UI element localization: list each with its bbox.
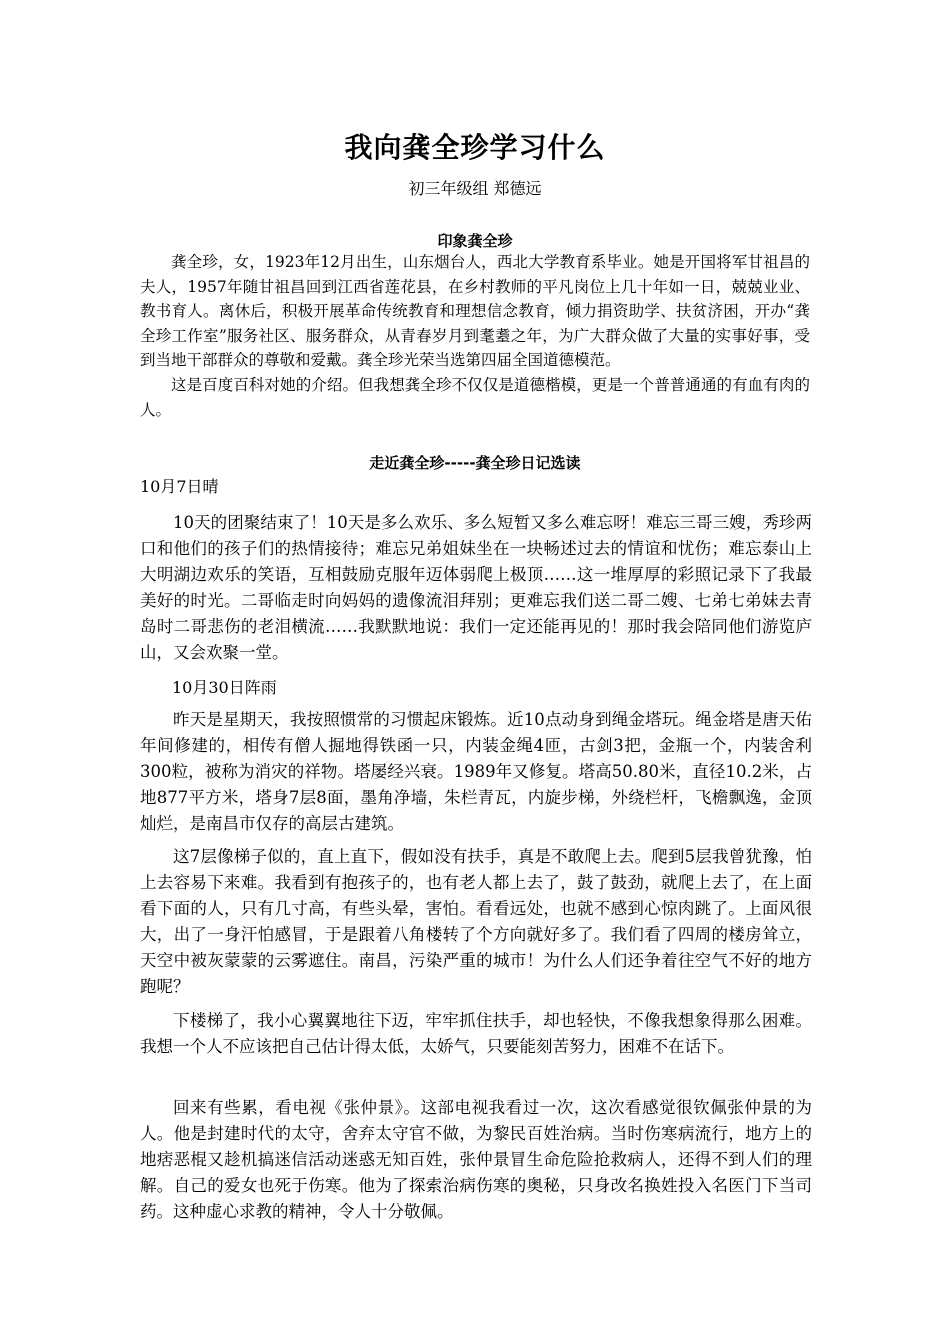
diary-entry-oct30-p1: 昨天是星期天，我按照惯常的习惯起床锻炼。近10点动身到绳金塔玩。绳金塔是唐天佑年间修建的，相传有僧人掘地得铁函一只，内装金绳4匝，古剑3把，金瓶一个，内装舍利300粒，被称为消灾的祥物。塔屡经兴衰。1989年又修复。塔高50.80米，直径10.2米，占地877平方米，塔身7层8面，墨角净墙，朱栏青瓦，内旋步梯，外绕栏杆，飞檐飘逸，金顶灿烂，是南昌市仅存的高层古建筑。 <box>140 710 812 833</box>
section-heading-diary: 走近龚全珍-----龚全珍日记选读 <box>369 454 581 472</box>
diary-entry-oct30-p2: 这7层像梯子似的，直上直下，假如没有扶手，真是不敢爬上去。爬到5层我曾犹豫，怕上去容易下来难。我看到有抱孩子的，也有老人都上去了，鼓了鼓劲，就爬上去了，在上面看下面的人，只有几寸高，有些头晕，害怕。看看远处，也就不感到心惊肉跳了。上面风很大，出了一身汗怕感冒，于是跟着八角楼转了个方向就好多了。我们看了四周的楼房耸立，天空中被灰蒙蒙的云雾遮住。南昌，污染严重的城市！为什么人们还争着往空气不好的地方跑呢？ <box>140 847 812 996</box>
section-heading-impression: 印象龚全珍 <box>437 232 513 250</box>
diary-entry-oct7: 10天的团聚结束了！10天是多么欢乐、多么短暂又多么难忘呀！难忘三哥三嫂，秀珍两口和他们的孩子们的热情接待；难忘兄弟姐妹坐在一块畅述过去的情谊和忧伤；难忘泰山上大明湖边欢乐的笑语，互相鼓励克服年迈体弱爬上极顶……这一堆厚厚的彩照记录下了我最美好的时光。二哥临走时向妈妈的遗像流泪拜别；更难忘我们送二哥二嫂、七弟七弟妹去青岛时二哥悲伤的老泪横流……我默默地说：我们一定还能再见的！那时我会陪同他们游览庐山，又会欢聚一堂。 <box>140 513 812 662</box>
diary-entry-oct30-p4: 回来有些累，看电视《张仲景》。这部电视我看过一次，这次看感觉很钦佩张仲景的为人。他是封建时代的太守，舍弃太守官不做，为黎民百姓治病。当时伤寒病流行，地方上的地痞恶棍又趁机搞迷信活动迷惑无知百姓，张仲景冒生命危险抢救病人，还得不到人们的理解。自己的爱女也死于伤寒。他为了探索治病伤寒的奥秘，只身改名换姓投入名医门下当司药。这种虚心求教的精神，令人十分敬佩。 <box>140 1098 812 1221</box>
page-title: 我向龚全珍学习什么 <box>344 131 606 164</box>
paragraph-comment: 这是百度百科对她的介绍。但我想龚全珍不仅仅是道德楷模，更是一个普普通通的有血有肉的人。 <box>140 376 810 419</box>
paragraph-intro: 龚全珍，女，1923年12月出生，山东烟台人，西北大学教育系毕业。她是开国将军甘祖昌的夫人，1957年随甘祖昌回到江西省莲花县，在乡村教师的平凡岗位上几十年如一日，兢兢业业、教书育人。离休后，积极开展革命传统教育和理想信念教育，倾力捐资助学、扶贫济困，开办“龚全珍工作室”服务社区、服务群众，从青春岁月到耄耋之年，为广大群众做了大量的实事好事，受到当地干部群众的尊敬和爱戴。龚全珍光荣当选第四届全国道德模范。 <box>140 253 810 369</box>
diary-entry-oct30-p3: 下楼梯了，我小心翼翼地往下迈，牢牢抓住扶手，却也轻快，不像我想象得那么困难。我想一个人不应该把自己估计得太低，太娇气，只要能刻苦努力，困难不在话下。 <box>140 1011 812 1056</box>
diary-date-oct30: 10月30日阵雨 <box>172 678 277 697</box>
author-byline: 初三年级组 郑德远 <box>408 179 542 198</box>
diary-date-oct7: 10月7日晴 <box>140 477 219 496</box>
